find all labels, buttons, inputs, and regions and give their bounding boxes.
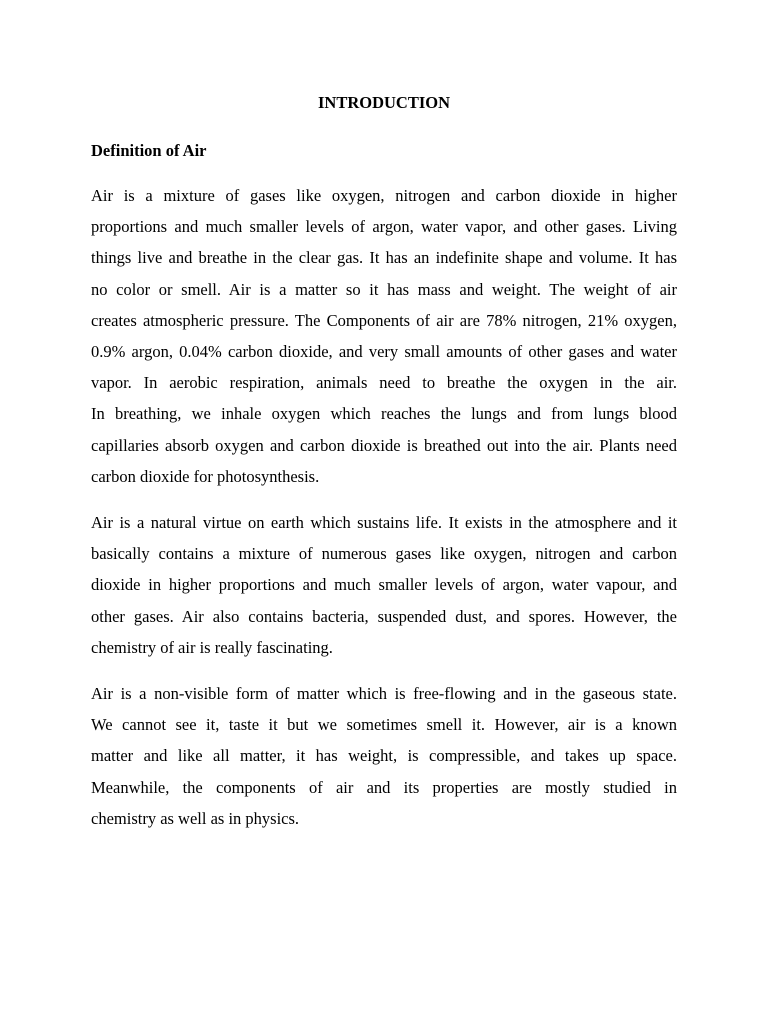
paragraph-3 <box>91 678 677 834</box>
section-heading: Definition of Air <box>91 141 207 160</box>
text-line: carbon dioxide for photosynthesis. <box>91 466 320 486</box>
text-line: matter and like all matter, it has weight, is compressible, and takes up space. <box>91 746 677 766</box>
page-title: INTRODUCTION <box>317 93 451 112</box>
text-line: Meanwhile, the components of air and its properties are mostly studied in <box>91 777 677 797</box>
text-line: Air is a natural virtue on earth which sustains life. It exists in the atmosphere and it <box>91 513 677 532</box>
paragraph-1 <box>91 180 677 492</box>
text-line: capillaries absorb oxygen and carbon dioxide is breathed out into the air. Plants need <box>91 435 677 455</box>
text-line: 0.9% argon, 0.04% carbon dioxide, and very small amounts of other gases and water <box>91 342 677 362</box>
paragraph-2 <box>91 507 677 663</box>
text-line: chemistry of air is really fascinating. <box>91 637 333 657</box>
text-line: basically contains a mixture of numerous gases like oxygen, nitrogen and carbon <box>91 544 677 564</box>
text-line: creates atmospheric pressure. The Components of air are 78% nitrogen, 21% oxygen, <box>91 310 677 330</box>
text-line: Air is a mixture of gases like oxygen, nitrogen and carbon dioxide in higher <box>91 186 677 205</box>
text-line: things live and breathe in the clear gas. It has an indefinite shape and volume. It has <box>91 248 677 268</box>
text-line: chemistry as well as in physics. <box>91 808 300 828</box>
text-line: no color or smell. Air is a matter so it has mass and weight. The weight of air <box>91 279 677 299</box>
text-line: We cannot see it, taste it but we sometimes smell it. However, air is a known <box>91 715 677 735</box>
text-line: dioxide in higher proportions and much smaller levels of argon, water vapour, and <box>91 575 677 595</box>
text-line: vapor. In aerobic respiration, animals need to breathe the oxygen in the air. <box>91 373 677 393</box>
text-line: other gases. Air also contains bacteria, suspended dust, and spores. However, the <box>91 606 677 626</box>
text-line: In breathing, we inhale oxygen which reaches the lungs and from lungs blood <box>91 404 677 424</box>
text-line: Air is a non-visible form of matter which is free-flowing and in the gaseous state. <box>91 684 677 703</box>
text-line: proportions and much smaller levels of argon, water vapor, and other gases. Living <box>91 217 677 237</box>
